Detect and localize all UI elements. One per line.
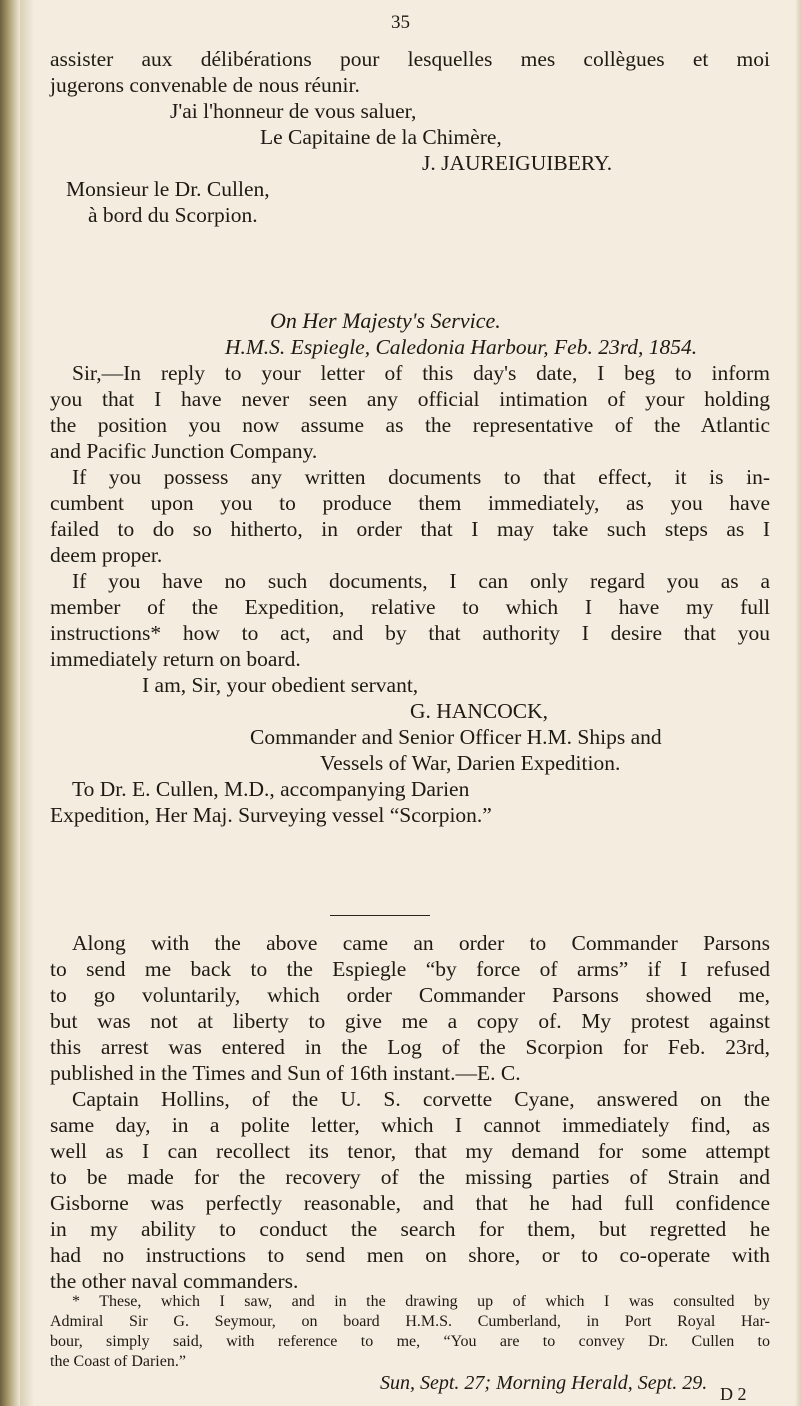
text-line: Sir,—In reply to your letter of this day's date, I beg to inform <box>72 361 770 385</box>
newspaper-citation: Sun, Sept. 27; Morning Herald, Sept. 29. <box>380 1372 708 1394</box>
text-line: and Pacific Junction Company. <box>50 439 318 463</box>
text-line: immediately return on board. <box>50 647 301 671</box>
text-line: had no instructions to send men on shore, or to co-operate with <box>50 1243 770 1267</box>
addressee-name: Monsieur le Dr. Cullen, <box>66 177 270 201</box>
page-number: 35 <box>391 12 410 33</box>
text-line: well as I can recollect its tenor, that my demand for some attempt <box>50 1139 770 1163</box>
text-line: If you possess any written documents to that effect, it is in- <box>72 465 770 489</box>
letter-dateline: H.M.S. Espiegle, Caledonia Harbour, Feb. 23rd, 1854. <box>225 335 698 359</box>
section-divider <box>330 915 430 916</box>
text-line: If you have no such documents, I can only regard you as a <box>72 569 770 593</box>
text-line: cumbent upon you to produce them immediately, as you have <box>50 491 770 515</box>
letter-signature-title: Commander and Senior Officer H.M. Ships and <box>250 725 662 749</box>
footnote-line: bour, simply said, with reference to me, “You are to convey Dr. Cullen to <box>50 1333 770 1350</box>
signature-name: J. JAUREIGUIBERY. <box>422 151 613 175</box>
text-line: to go voluntarily, which order Commander Parsons showed me, <box>50 983 770 1007</box>
letter-recipient: Expedition, Her Maj. Surveying vessel “Scorpion.” <box>50 803 492 827</box>
signature-title: Le Capitaine de la Chimère, <box>260 125 502 149</box>
text-line: same day, in a polite letter, which I cannot immediately find, as <box>50 1113 770 1137</box>
footnote <box>50 1292 770 1372</box>
signature-mark: D 2 <box>720 1384 747 1404</box>
text-line: Along with the above came an order to Commander Parsons <box>72 931 770 955</box>
page-edge <box>795 0 801 1406</box>
letter-closing: I am, Sir, your obedient servant, <box>142 673 419 697</box>
letter-heading: On Her Majesty's Service. <box>270 308 501 333</box>
narrative-section <box>50 930 770 1294</box>
text-line: this arrest was entered in the Log of the Scorpion for Feb. 23rd, <box>50 1035 770 1059</box>
page-gutter <box>20 0 34 1406</box>
text-line: to be made for the recovery of the missing parties of Strain and <box>50 1165 770 1189</box>
text-line: but was not at liberty to give me a copy of. My protest against <box>50 1009 770 1033</box>
text-line: in my ability to conduct the search for them, but regretted he <box>50 1217 770 1241</box>
text-line: deem proper. <box>50 543 163 567</box>
french-letter-end <box>50 46 770 228</box>
salutation: J'ai l'honneur de vous saluer, <box>170 99 417 123</box>
text-line: assister aux délibérations pour lesquelles mes collègues et moi <box>50 47 770 71</box>
text-line: Gisborne was perfectly reasonable, and that he had full confidence <box>50 1191 770 1215</box>
text-line: published in the Times and Sun of 16th instant.—E. C. <box>50 1061 521 1085</box>
text-line: the position you now assume as the representative of the Atlantic <box>50 413 770 437</box>
letter-signature-title: Vessels of War, Darien Expedition. <box>320 751 621 775</box>
text-line: instructions* how to act, and by that authority I desire that you <box>50 621 770 645</box>
footnote-line: Admiral Sir G. Seymour, on board H.M.S. Cumberland, in Port Royal Har- <box>50 1313 770 1330</box>
letter-signature-name: G. HANCOCK, <box>410 699 548 723</box>
text-line: the other naval commanders. <box>50 1269 299 1293</box>
text-line: Captain Hollins, of the U. S. corvette Cyane, answered on the <box>72 1087 770 1111</box>
text-line: you that I have never seen any official intimation of your holding <box>50 387 770 411</box>
page-binding-shadow <box>0 0 20 1406</box>
footnote-line: the Coast of Darien.” <box>50 1353 186 1370</box>
text-line: member of the Expedition, relative to which I have my full <box>50 595 770 619</box>
text-line: jugerons convenable de nous réunir. <box>50 73 360 97</box>
letter-recipient: To Dr. E. Cullen, M.D., accompanying Darien <box>72 777 470 801</box>
text-line: failed to do so hitherto, in order that I may take such steps as I <box>50 517 770 541</box>
footnote-line: * These, which I saw, and in the drawing up of which I was consulted by <box>72 1293 770 1310</box>
text-line: to send me back to the Espiegle “by force of arms” if I refused <box>50 957 770 981</box>
hancock-letter <box>50 308 770 828</box>
addressee-place: à bord du Scorpion. <box>88 203 258 227</box>
